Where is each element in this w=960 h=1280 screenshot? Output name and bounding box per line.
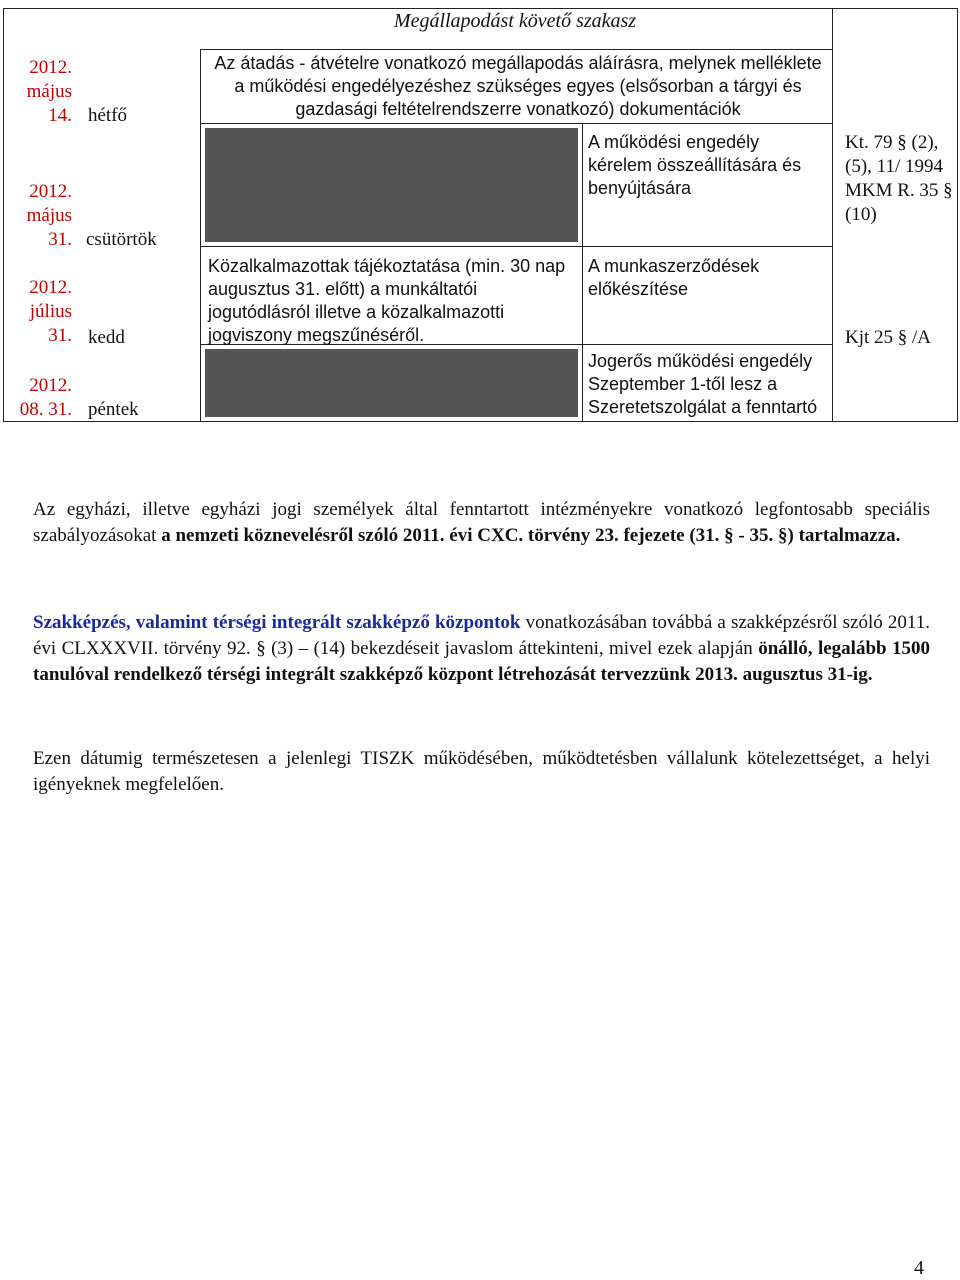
paragraph-3 bbox=[33, 746, 930, 798]
row-date bbox=[10, 374, 72, 422]
date-line: 31. bbox=[48, 325, 72, 346]
paragraph-2 bbox=[33, 610, 930, 688]
gray-block bbox=[205, 128, 578, 242]
row-day: péntek bbox=[88, 399, 139, 420]
row-task: A működési engedély kérelem összeállítására és benyújtására bbox=[588, 132, 802, 198]
bold-run: a nemzeti köznevelésről szóló 2011. évi CXC. törvény 23. fejezete (31. § - 35. §) tartalmazza. bbox=[161, 525, 901, 546]
row-task: Jogerős működési engedély Szeptember 1-től lesz a Szeretetszolgálat a fenntartó bbox=[588, 351, 818, 417]
row-date bbox=[10, 180, 72, 252]
divider bbox=[200, 246, 832, 247]
date-line: május bbox=[26, 205, 72, 226]
text-run: vonatkozásában továbbá a szakképzésről szóló 2011. évi CLXXXVII. törvény 92. § (3) – (14) bekezdéseit javaslom áttekinteni, mivel ezek alapján bbox=[33, 612, 930, 659]
row-day: kedd bbox=[88, 327, 125, 348]
page-number: 4 bbox=[914, 1257, 924, 1279]
text-run: Az egyházi, illetve egyházi jogi személyek által fenntartott intézményekre vonatkozó legfontosabb speciális szabályozásokat bbox=[33, 499, 930, 546]
date-line: 2012. bbox=[29, 375, 72, 396]
section-title: Megállapodást követő szakasz bbox=[393, 10, 637, 32]
row-legal: Kt. 79 § (2), (5), 11/ 1994 MKM R. 35 § (10) bbox=[845, 132, 953, 225]
divider bbox=[200, 49, 832, 50]
bold-run: Szakképzés, valamint térségi integrált szakképző központok bbox=[33, 612, 521, 633]
text-run: Ezen dátumig természetesen a jelenlegi TISZK működésében, működtetésben vállalunk kötelezettséget, a helyi igényeknek megfelelően. bbox=[33, 748, 930, 795]
row-date bbox=[10, 56, 72, 128]
divider bbox=[582, 123, 583, 421]
paragraph-1 bbox=[33, 497, 930, 549]
date-line: 31. bbox=[48, 229, 72, 250]
row-date bbox=[10, 276, 72, 348]
row-description: Az átadás - átvételre vonatkozó megállapodás aláírásra, melynek melléklete a működési engedélyezéshez szükséges egyes (elsősorban a tárgyi és gazdasági feltételrendszerre vonatkozó) dokumentációk bbox=[214, 53, 822, 119]
row-description: Közalkalmazottak tájékoztatása (min. 30 nap augusztus 31. előtt) a munkáltatói jogutódlásról illetve a közalkalmazotti jogviszony megszűnéséről. bbox=[208, 256, 566, 345]
divider bbox=[582, 344, 832, 345]
divider bbox=[200, 123, 832, 124]
divider bbox=[200, 49, 201, 421]
date-line: 14. bbox=[48, 105, 72, 126]
date-line: 08. 31. bbox=[19, 399, 72, 420]
row-legal: Kjt 25 § /A bbox=[845, 327, 932, 348]
gray-block bbox=[205, 349, 578, 417]
date-line: május bbox=[26, 81, 72, 102]
date-line: július bbox=[29, 301, 72, 322]
row-day: csütörtök bbox=[86, 229, 157, 250]
date-line: 2012. bbox=[29, 57, 72, 78]
date-line: 2012. bbox=[29, 277, 72, 298]
row-day: hétfő bbox=[88, 105, 128, 126]
divider bbox=[832, 9, 833, 421]
row-task: A munkaszerződések előkészítése bbox=[588, 256, 760, 299]
date-line: 2012. bbox=[29, 181, 72, 202]
bold-run: önálló, legalább 1500 tanulóval rendelkező térségi integrált szakképző központ létrehozását tervezzünk 2013. augusztus 31-ig. bbox=[33, 638, 931, 685]
